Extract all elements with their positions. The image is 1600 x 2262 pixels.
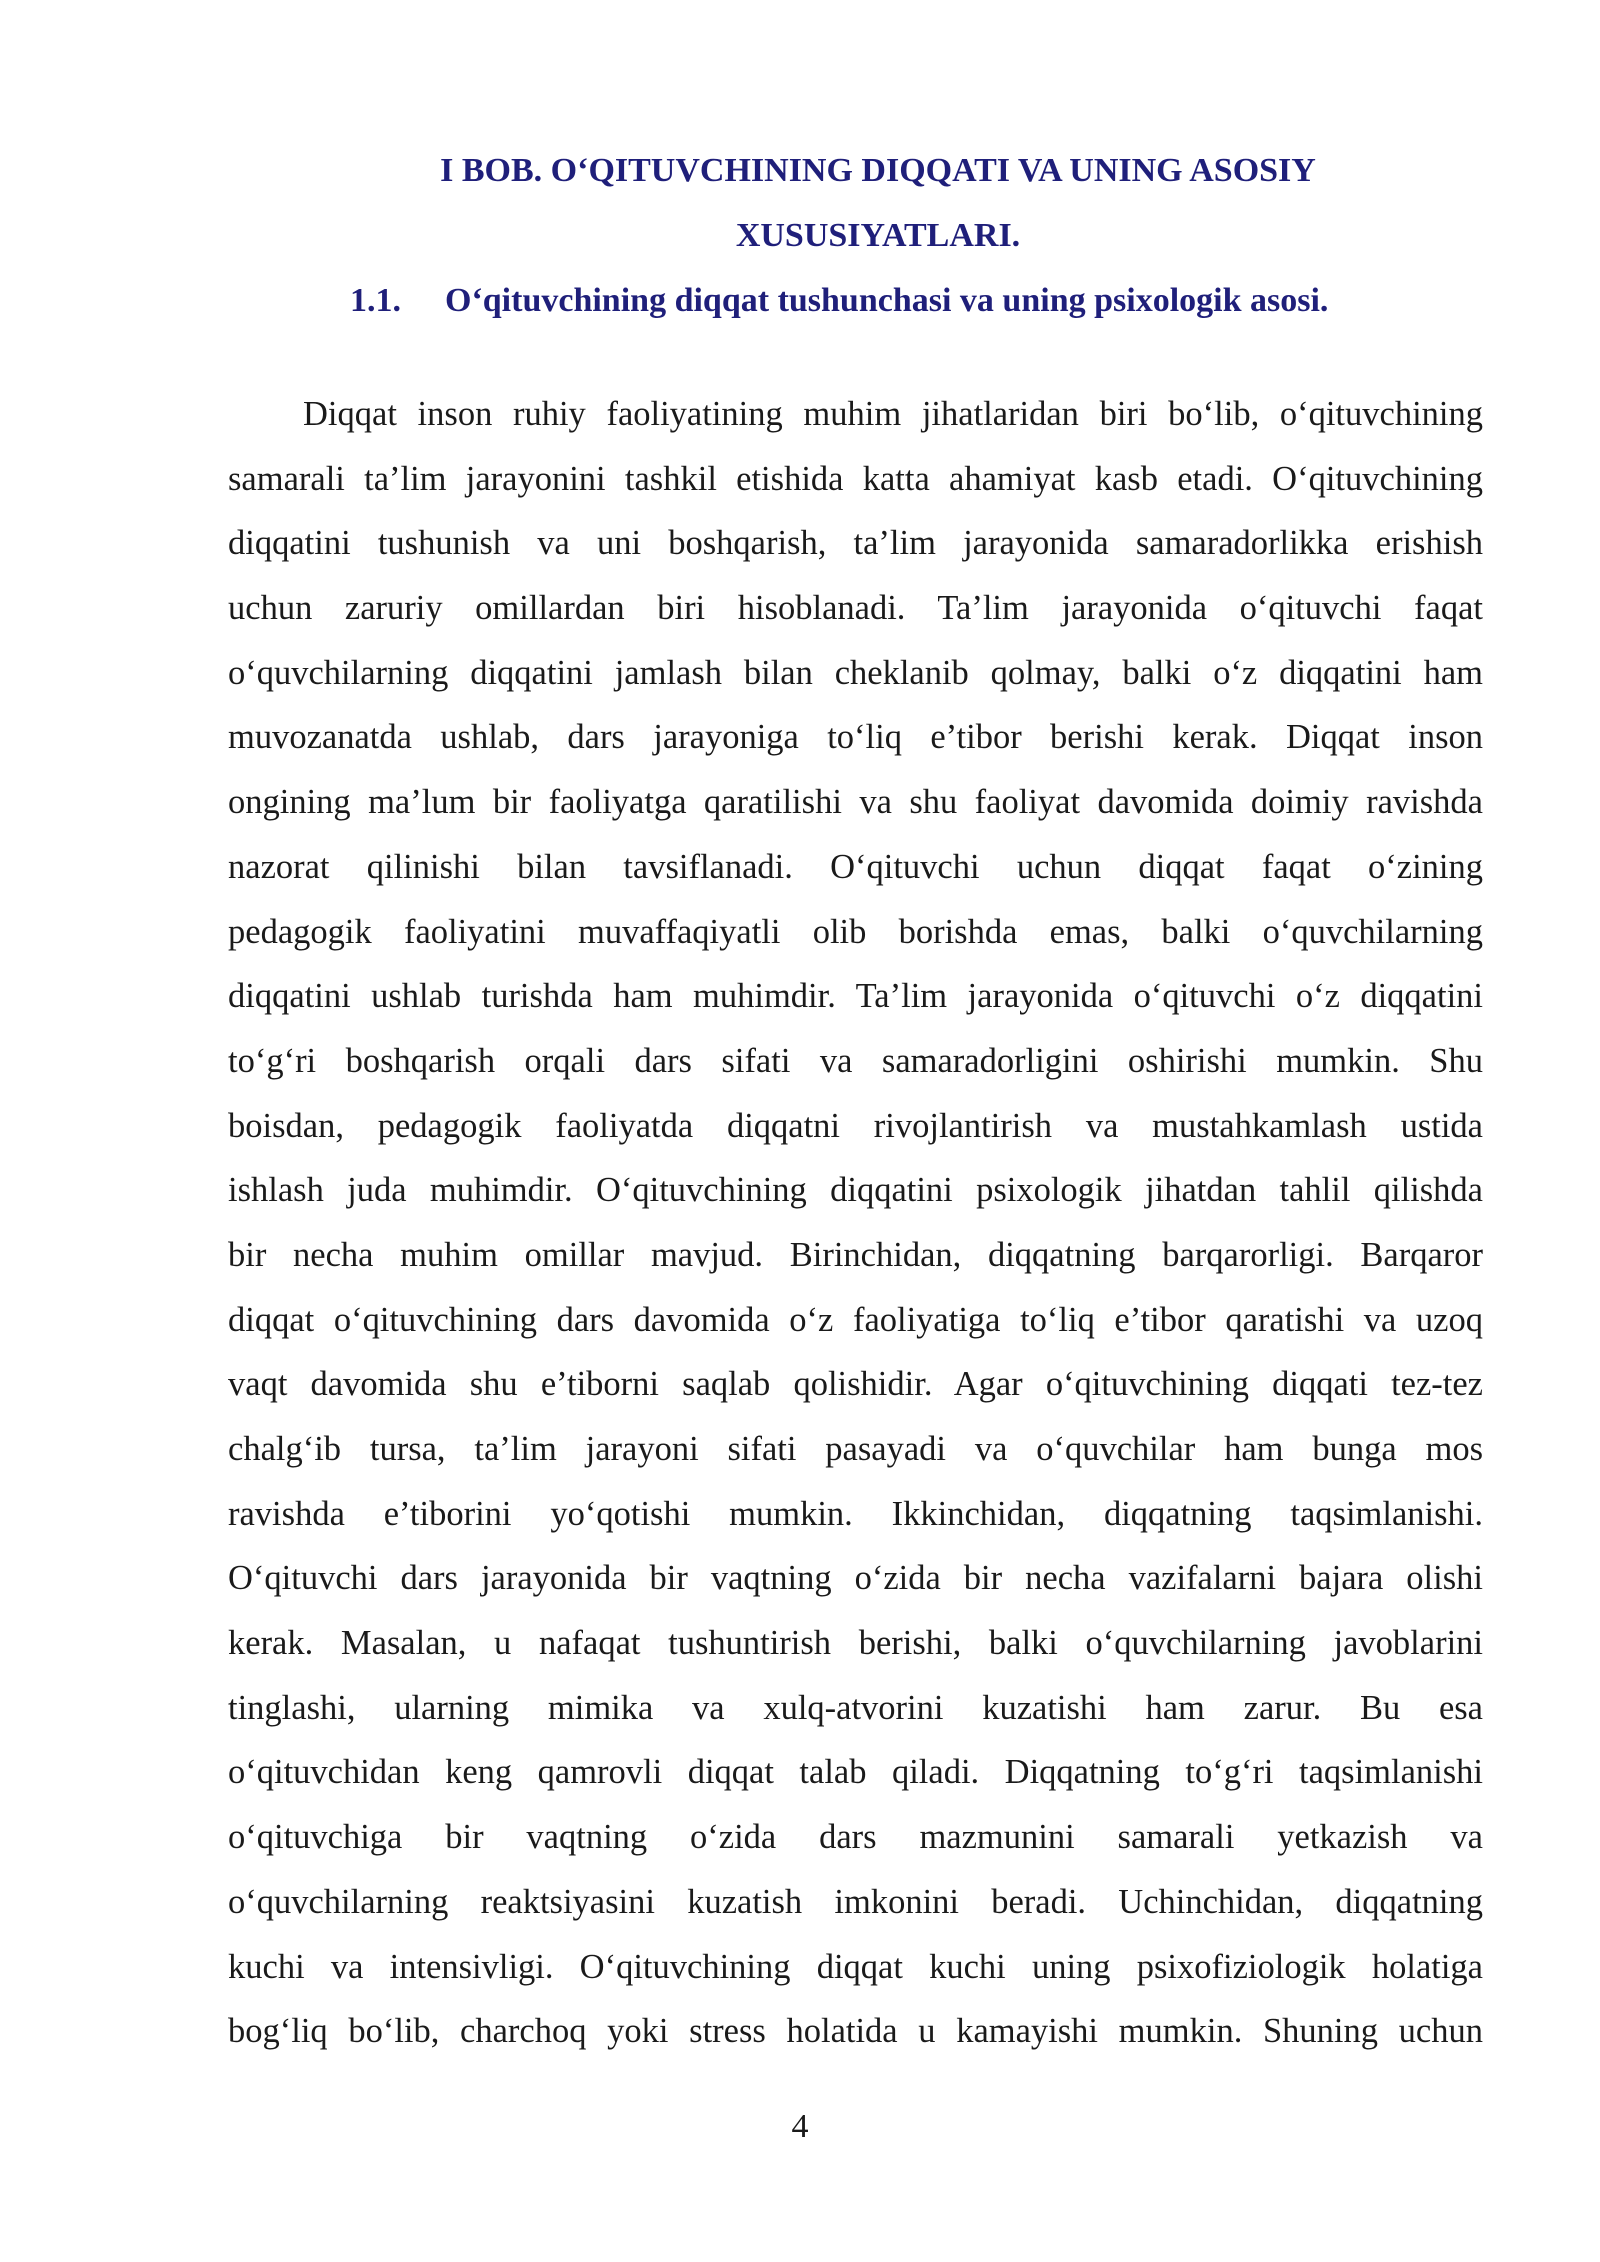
text-line: boisdan, pedagogik faoliyatda diqqatni rivojlantirish va mustahkamlash ustida <box>228 1106 1483 1145</box>
text-line: vaqt davomida shu e’tiborni saqlab qolishidir. Agar o‘qituvchining diqqati tez-tez <box>228 1365 1483 1404</box>
text-line: o‘quvchilarning reaktsiyasini kuzatish imkonini beradi. Uchinchidan, diqqatning <box>228 1882 1483 1921</box>
text-line: muvozanatda ushlab, dars jarayoniga to‘liq e’tibor berishi kerak. Diqqat inson <box>228 718 1483 757</box>
section-number: 1.1. <box>350 282 401 319</box>
text-line: chalg‘ib tursa, ta’lim jarayoni sifati pasayadi va o‘quvchilar ham bunga mos <box>228 1430 1483 1468</box>
text-line: ishlash juda muhimdir. O‘qituvchining diqqatini psixologik jihatdan tahlil qilishda <box>228 1171 1483 1210</box>
section-heading <box>350 282 1328 320</box>
body-paragraph <box>228 382 1483 2064</box>
chapter-title-line-2: XUSUSIYATLARI. <box>735 217 1021 254</box>
text-line: nazorat qilinishi bilan tavsiflanadi. O‘qituvchi uchun diqqat faqat o‘zining <box>228 847 1483 886</box>
text-line: o‘qituvchidan keng qamrovli diqqat talab qiladi. Diqqatning to‘g‘ri taqsimlanishi <box>228 1753 1483 1792</box>
page-number: 4 <box>791 2108 809 2145</box>
text-line: ongining ma’lum bir faoliyatga qaratilishi va shu faoliyat davomida doimiy ravishda <box>228 783 1483 822</box>
text-line: ravishda e’tiborini yo‘qotishi mumkin. Ikkinchidan, diqqatning taqsimlanishi. <box>228 1494 1483 1533</box>
text-line: o‘qituvchiga bir vaqtning o‘zida dars mazmunini samarali yetkazish va <box>228 1818 1483 1857</box>
text-line: pedagogik faoliyatini muvaffaqiyatli olib borishda emas, balki o‘quvchilarning <box>228 912 1483 951</box>
text-line: bog‘liq bo‘lib, charchoq yoki stress holatida u kamayishi mumkin. Shuning uchun <box>228 2012 1483 2051</box>
section-title: O‘qituvchining diqqat tushunchasi va uning psixologik asosi. <box>445 282 1329 319</box>
text-line: o‘quvchilarning diqqatini jamlash bilan cheklanib qolmay, balki o‘z diqqatini ham <box>228 653 1483 692</box>
text-line: samarali ta’lim jarayonini tashkil etishida katta ahamiyat kasb etadi. O‘qituvchining <box>228 459 1483 498</box>
text-line: tinglashi, ularning mimika va xulq-atvorini kuzatishi ham zarur. Bu esa <box>228 1688 1483 1727</box>
text-line: kerak. Masalan, u nafaqat tushuntirish berishi, balki o‘quvchilarning javoblarini <box>228 1624 1483 1663</box>
text-line: diqqatini ushlab turishda ham muhimdir. Ta’lim jarayonida o‘qituvchi o‘z diqqatini <box>228 977 1483 1016</box>
text-line: O‘qituvchi dars jarayonida bir vaqtning o‘zida bir necha vazifalarni bajara olishi <box>228 1559 1483 1598</box>
text-line: uchun zaruriy omillardan biri hisoblanadi. Ta’lim jarayonida o‘qituvchi faqat <box>228 589 1483 628</box>
chapter-title-line-1: I BOB. O‘QITUVCHINING DIQQATI VA UNING ASOSIY <box>440 152 1316 189</box>
text-line: diqqatini tushunish va uni boshqarish, ta’lim jarayonida samaradorlikka erishish <box>228 524 1483 563</box>
text-line: to‘g‘ri boshqarish orqali dars sifati va samaradorligini oshirishi mumkin. Shu <box>228 1041 1483 1080</box>
text-line: kuchi va intensivligi. O‘qituvchining diqqat kuchi uning psixofiziologik holatiga <box>228 1947 1483 1986</box>
text-line: Diqqat inson ruhiy faoliyatining muhim jihatlaridan biri bo‘lib, o‘qituvchining <box>303 395 1483 433</box>
text-line: bir necha muhim omillar mavjud. Birinchidan, diqqatning barqarorligi. Barqaror <box>228 1235 1483 1274</box>
text-line: diqqat o‘qituvchining dars davomida o‘z faoliyatiga to‘liq e’tibor qaratishi va uzoq <box>228 1300 1483 1339</box>
